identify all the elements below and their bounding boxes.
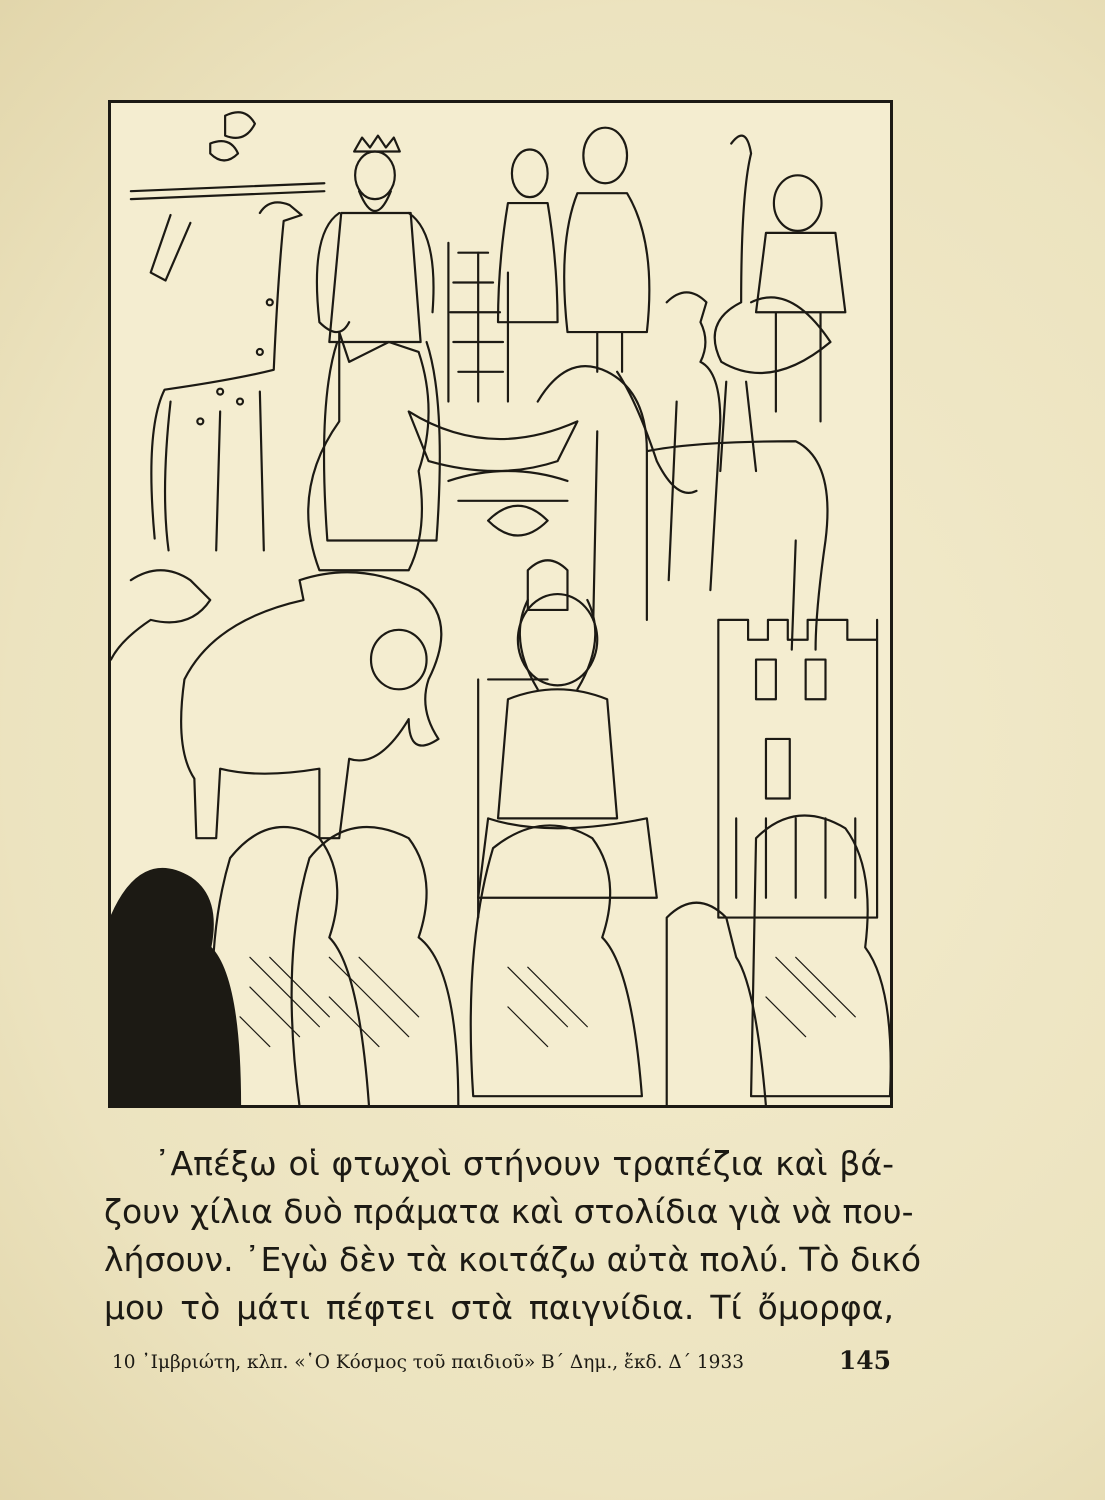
horse-figure: [538, 366, 828, 650]
page-footer: [112, 1346, 897, 1380]
source-citation: 10 ᾽Ιμβριώτη, κλπ. «῾Ο Κόσμος τοῦ παιδιοῦ» Β΄ Δημ., ἔκδ. Δ΄ 1933: [112, 1352, 744, 1373]
woodcut-illustration: [108, 100, 893, 1108]
body-paragraph: [104, 1140, 922, 1332]
audience-figures: [111, 816, 890, 1105]
children-figures: [498, 128, 845, 422]
page-number: 145: [838, 1346, 891, 1375]
seated-girl-figure: [478, 594, 657, 918]
elephant-figure: [181, 572, 441, 838]
body-line: ᾽Απέξω οἱ φτωχοὶ στήνουν τραπέζια καὶ βά-: [154, 1144, 894, 1183]
giraffe-figure: [151, 202, 301, 550]
body-line: μου τὸ μάτι πέφτει στὰ παιγνίδια. Τί ὄμορφα,: [104, 1288, 894, 1327]
body-line: ζουν χίλια δυὸ πράματα καὶ στολίδια γιὰ νὰ που-: [104, 1192, 914, 1231]
king-figure: [317, 136, 440, 541]
castle-figure: [718, 620, 877, 918]
body-line: λήσουν. ᾽Εγὼ δὲν τὰ κοιτάζω αὐτὰ πολύ. Τὸ δικό: [104, 1240, 922, 1279]
